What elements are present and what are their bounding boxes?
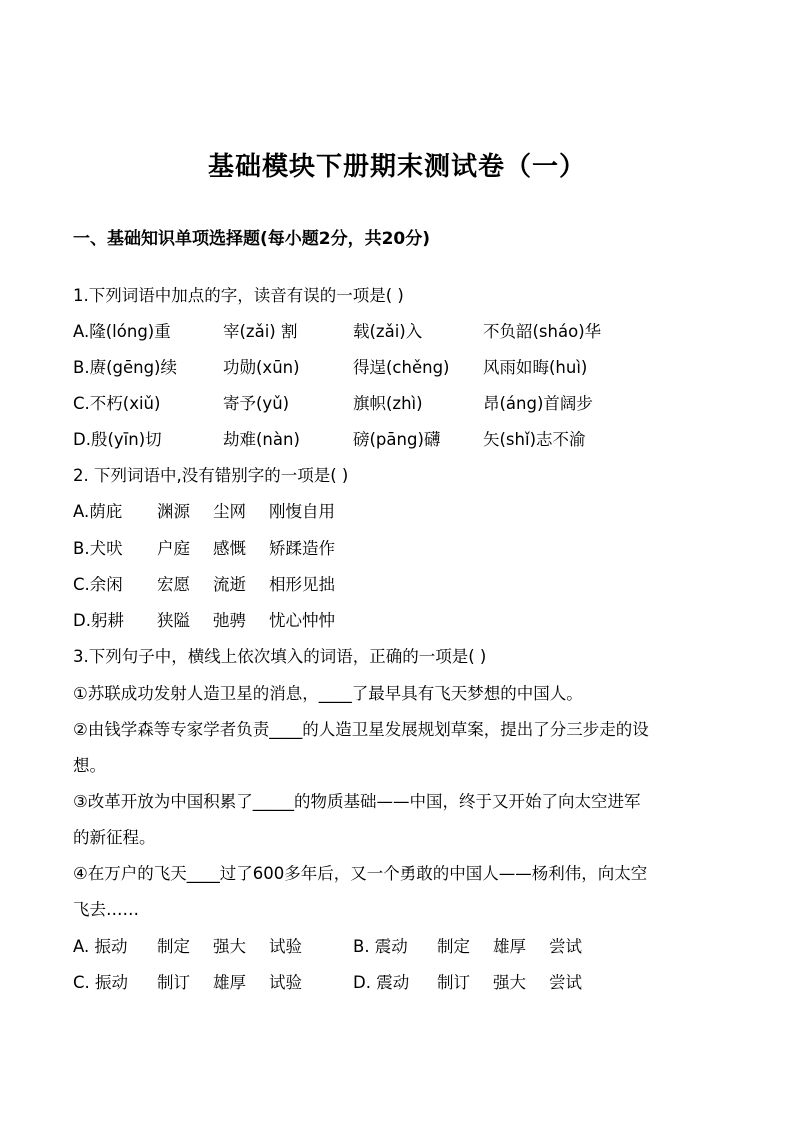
question-2-option-c: C.余闲 宏愿 流逝 相形见拙	[73, 575, 335, 594]
question-3-sentence-4: ④在万户的飞天____过了600多年后，又一个勇敢的中国人——杨利伟，向太空	[73, 864, 648, 883]
question-3-sentence-1: ①苏联成功发射人造卫星的消息，____了最早具有飞天梦想的中国人。	[73, 684, 583, 703]
question-3-stem: 3.下列句子中，横线上依次填入的词语，正确的一项是( )	[73, 647, 487, 666]
question-2-option-d: D.躬耕 狭隘 弛骋 忧心忡忡	[73, 611, 335, 630]
section-heading: 一、基础知识单项选择题(每小题2分，共20分)	[73, 229, 431, 249]
question-3-sentence-2: ②由钱学森等专家学者负责____的人造卫星发展规划草案，提出了分三步走的设	[73, 720, 649, 739]
question-1-option-c: C.不朽(xiǔ) 寄予(yǔ) 旗帜(zhì) 昂(áng)首阔步	[73, 394, 593, 413]
question-1-stem: 1.下列词语中加点的字，读音有误的一项是( )	[73, 286, 404, 305]
question-2-stem: 2. 下列词语中,没有错别字的一项是( )	[73, 466, 349, 485]
question-3-options-cd: C. 振动 制订 雄厚 试验 D. 震动 制订 强大 尝试	[73, 973, 582, 992]
question-2-option-b: B.犬吠 户庭 感慨 矫蹂造作	[73, 539, 335, 558]
question-3-sentence-2-cont: 想。	[73, 756, 106, 775]
question-3-sentence-3: ③改革开放为中国积累了_____的物质基础——中国，终于又开始了向太空进军	[73, 792, 641, 811]
question-1-option-a: A.隆(lóng)重 宰(zǎi) 割 载(zǎi)入 不负韶(sháo)华	[73, 322, 602, 341]
question-1-option-b: B.赓(gēng)续 功勋(xūn) 得逞(chěng) 风雨如晦(huì)	[73, 358, 588, 377]
question-3-sentence-4-cont: 飞去……	[73, 900, 139, 919]
question-3-sentence-3-cont: 的新征程。	[73, 828, 156, 847]
question-2-option-a: A.荫庇 渊源 尘网 刚愎自用	[73, 502, 335, 521]
page-title: 基础模块下册期末测试卷（一）	[207, 152, 586, 182]
question-3-options-ab: A. 振动 制定 强大 试验 B. 震动 制定 雄厚 尝试	[73, 937, 582, 956]
question-1-option-d: D.殷(yīn)切 劫难(nàn) 磅(pāng)礴 矢(shǐ)志不渝	[73, 430, 586, 449]
